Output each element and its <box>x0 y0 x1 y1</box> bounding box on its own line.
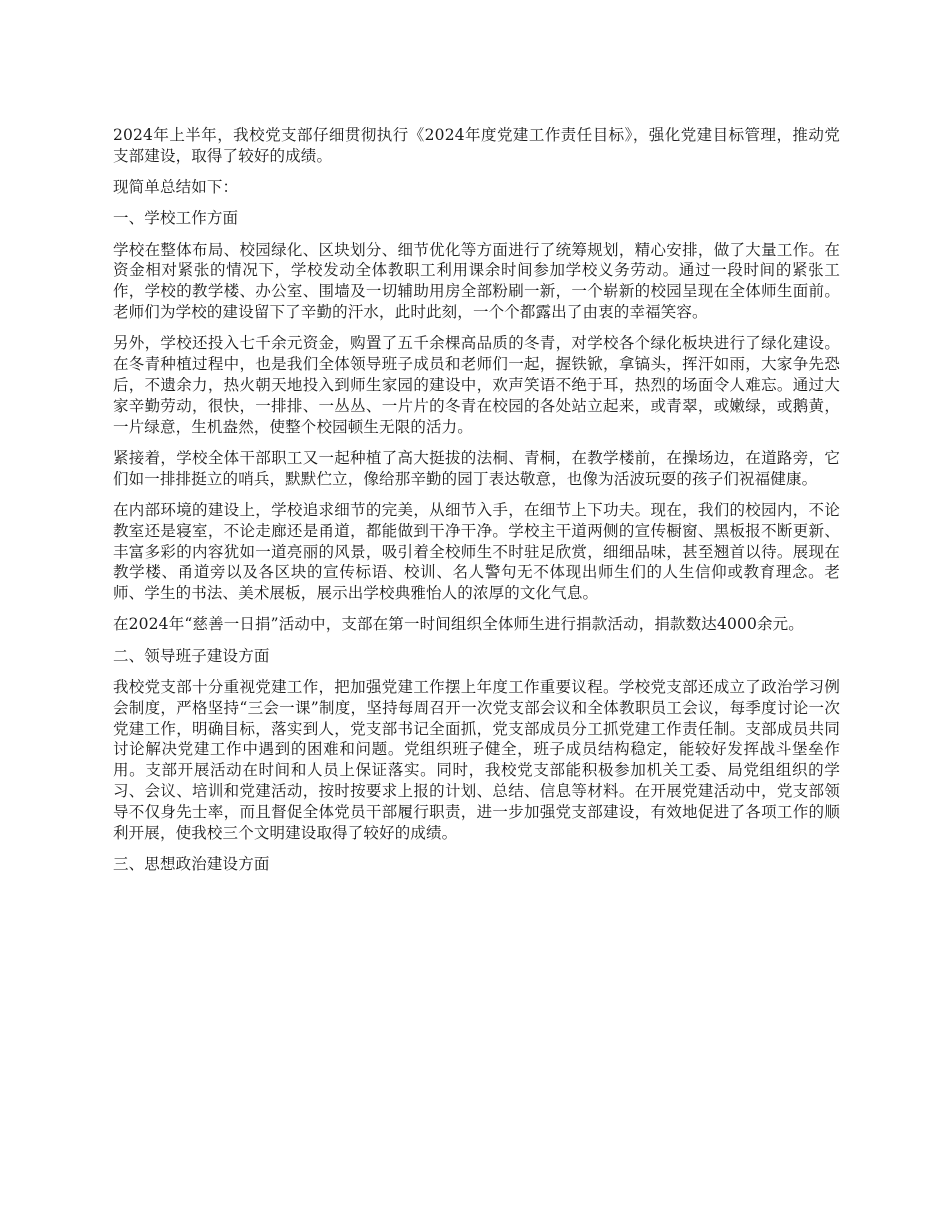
paragraph-greening: 另外，学校还投入七千余元资金，购置了五千余棵高品质的冬青，对学校各个绿化板块进行了绿化建设。在冬青种植过程中，也是我们全体领导班子成员和老师们一起，握铁锨，拿镐头，挥汗如雨，大家争先恐后，不遗余力，热火朝天地投入到师生家园的建设中，欢声笑语不绝于耳，热烈的场面令人难忘。通过大家辛勤劳动，很快，一排排、一丛丛、一片片的冬青在校园的各处站立起来，或青翠，或嫩绿，或鹅黄，一片绿意，生机盎然，使整个校园顿生无限的活力。 <box>113 334 840 436</box>
document-body <box>113 125 840 885</box>
section-heading-school-work: 一、学校工作方面 <box>113 209 239 228</box>
paragraph-internal-environment: 在内部环境的建设上，学校追求细节的完美，从细节入手，在细节上下功夫。现在，我们的校园内，不论教室还是寝室，不论走廊还是甬道，都能做到干净干净。学校主干道两侧的宣传橱窗、黑板报不断更新、丰富多彩的内容犹如一道亮丽的风景，吸引着全校师生不时驻足欣赏，细细品味，甚至翘首以待。展现在教学楼、甬道旁以及各区块的宣传标语、校训、名人警句无不体现出师生们的人生信仰或教育理念。老师、学生的书法、美术展板，展示出学校典雅怡人的浓厚的文化气息。 <box>113 500 840 603</box>
intro-paragraph: 2024年上半年，我校党支部仔细贯彻执行《2024年度党建工作责任目标》，强化党建目标管理，推动党支部建设，取得了较好的成绩。 <box>113 126 840 165</box>
section-heading-ideology: 三、思想政治建设方面 <box>113 854 270 873</box>
paragraph-party-building: 我校党支部十分重视党建工作，把加强党建工作摆上年度工作重要议程。学校党支部还成立了政治学习例会制度，严格坚持“三会一课”制度，坚持每周召开一次党支部会议和全体教职员工会议，每季度讨论一次党建工作，明确目标，落实到人，党支部书记全面抓，党支部成员分工抓党建工作责任制。支部成员共同讨论解决党建工作中遇到的困难和问题。党组织班子健全，班子成员结构稳定，能较好发挥战斗堡垒作用。支部开展活动在时间和人员上保证落实。同时，我校党支部能积极参加机关工委、局党组组织的学习、会议、培训和党建活动，按时按要求上报的计划、总结、信息等材料。在开展党建活动中，党支部领导不仅身先士率，而且督促全体党员干部履行职责，进一步加强党支部建设，有效地促进了各项工作的顺利开展，使我校三个文明建设取得了较好的成绩。 <box>113 678 840 842</box>
summary-lead-paragraph: 现简单总结如下： <box>113 178 239 197</box>
section-heading-leadership: 二、领导班子建设方面 <box>113 646 270 665</box>
paragraph-tree-planting: 紧接着，学校全体干部职工又一起种植了高大挺拔的法桐、青桐，在教学楼前，在操场边，在道路旁，它们如一排排挺立的哨兵，默默伫立，像给那辛勤的园丁表达敬意，也像为活波玩耍的孩子们祝福健康。 <box>113 448 840 488</box>
paragraph-charity-donation: 在2024年“慈善一日捐”活动中，支部在第一时间组织全体师生进行捐款活动，捐款数达4000余元。 <box>113 615 804 634</box>
paragraph-campus-layout: 学校在整体布局、校园绿化、区块划分、细节优化等方面进行了统筹规划，精心安排，做了大量工作。在资金相对紧张的情况下，学校发动全体教职工利用课余时间参加学校义务劳动。通过一段时间的紧张工作，学校的教学楼、办公室、围墙及一切辅助用房全部粉刷一新，一个崭新的校园呈现在全体师生面前。老师们为学校的建设留下了辛勤的汗水，此时此刻，一个个都露出了由衷的幸福笑容。 <box>113 240 840 322</box>
